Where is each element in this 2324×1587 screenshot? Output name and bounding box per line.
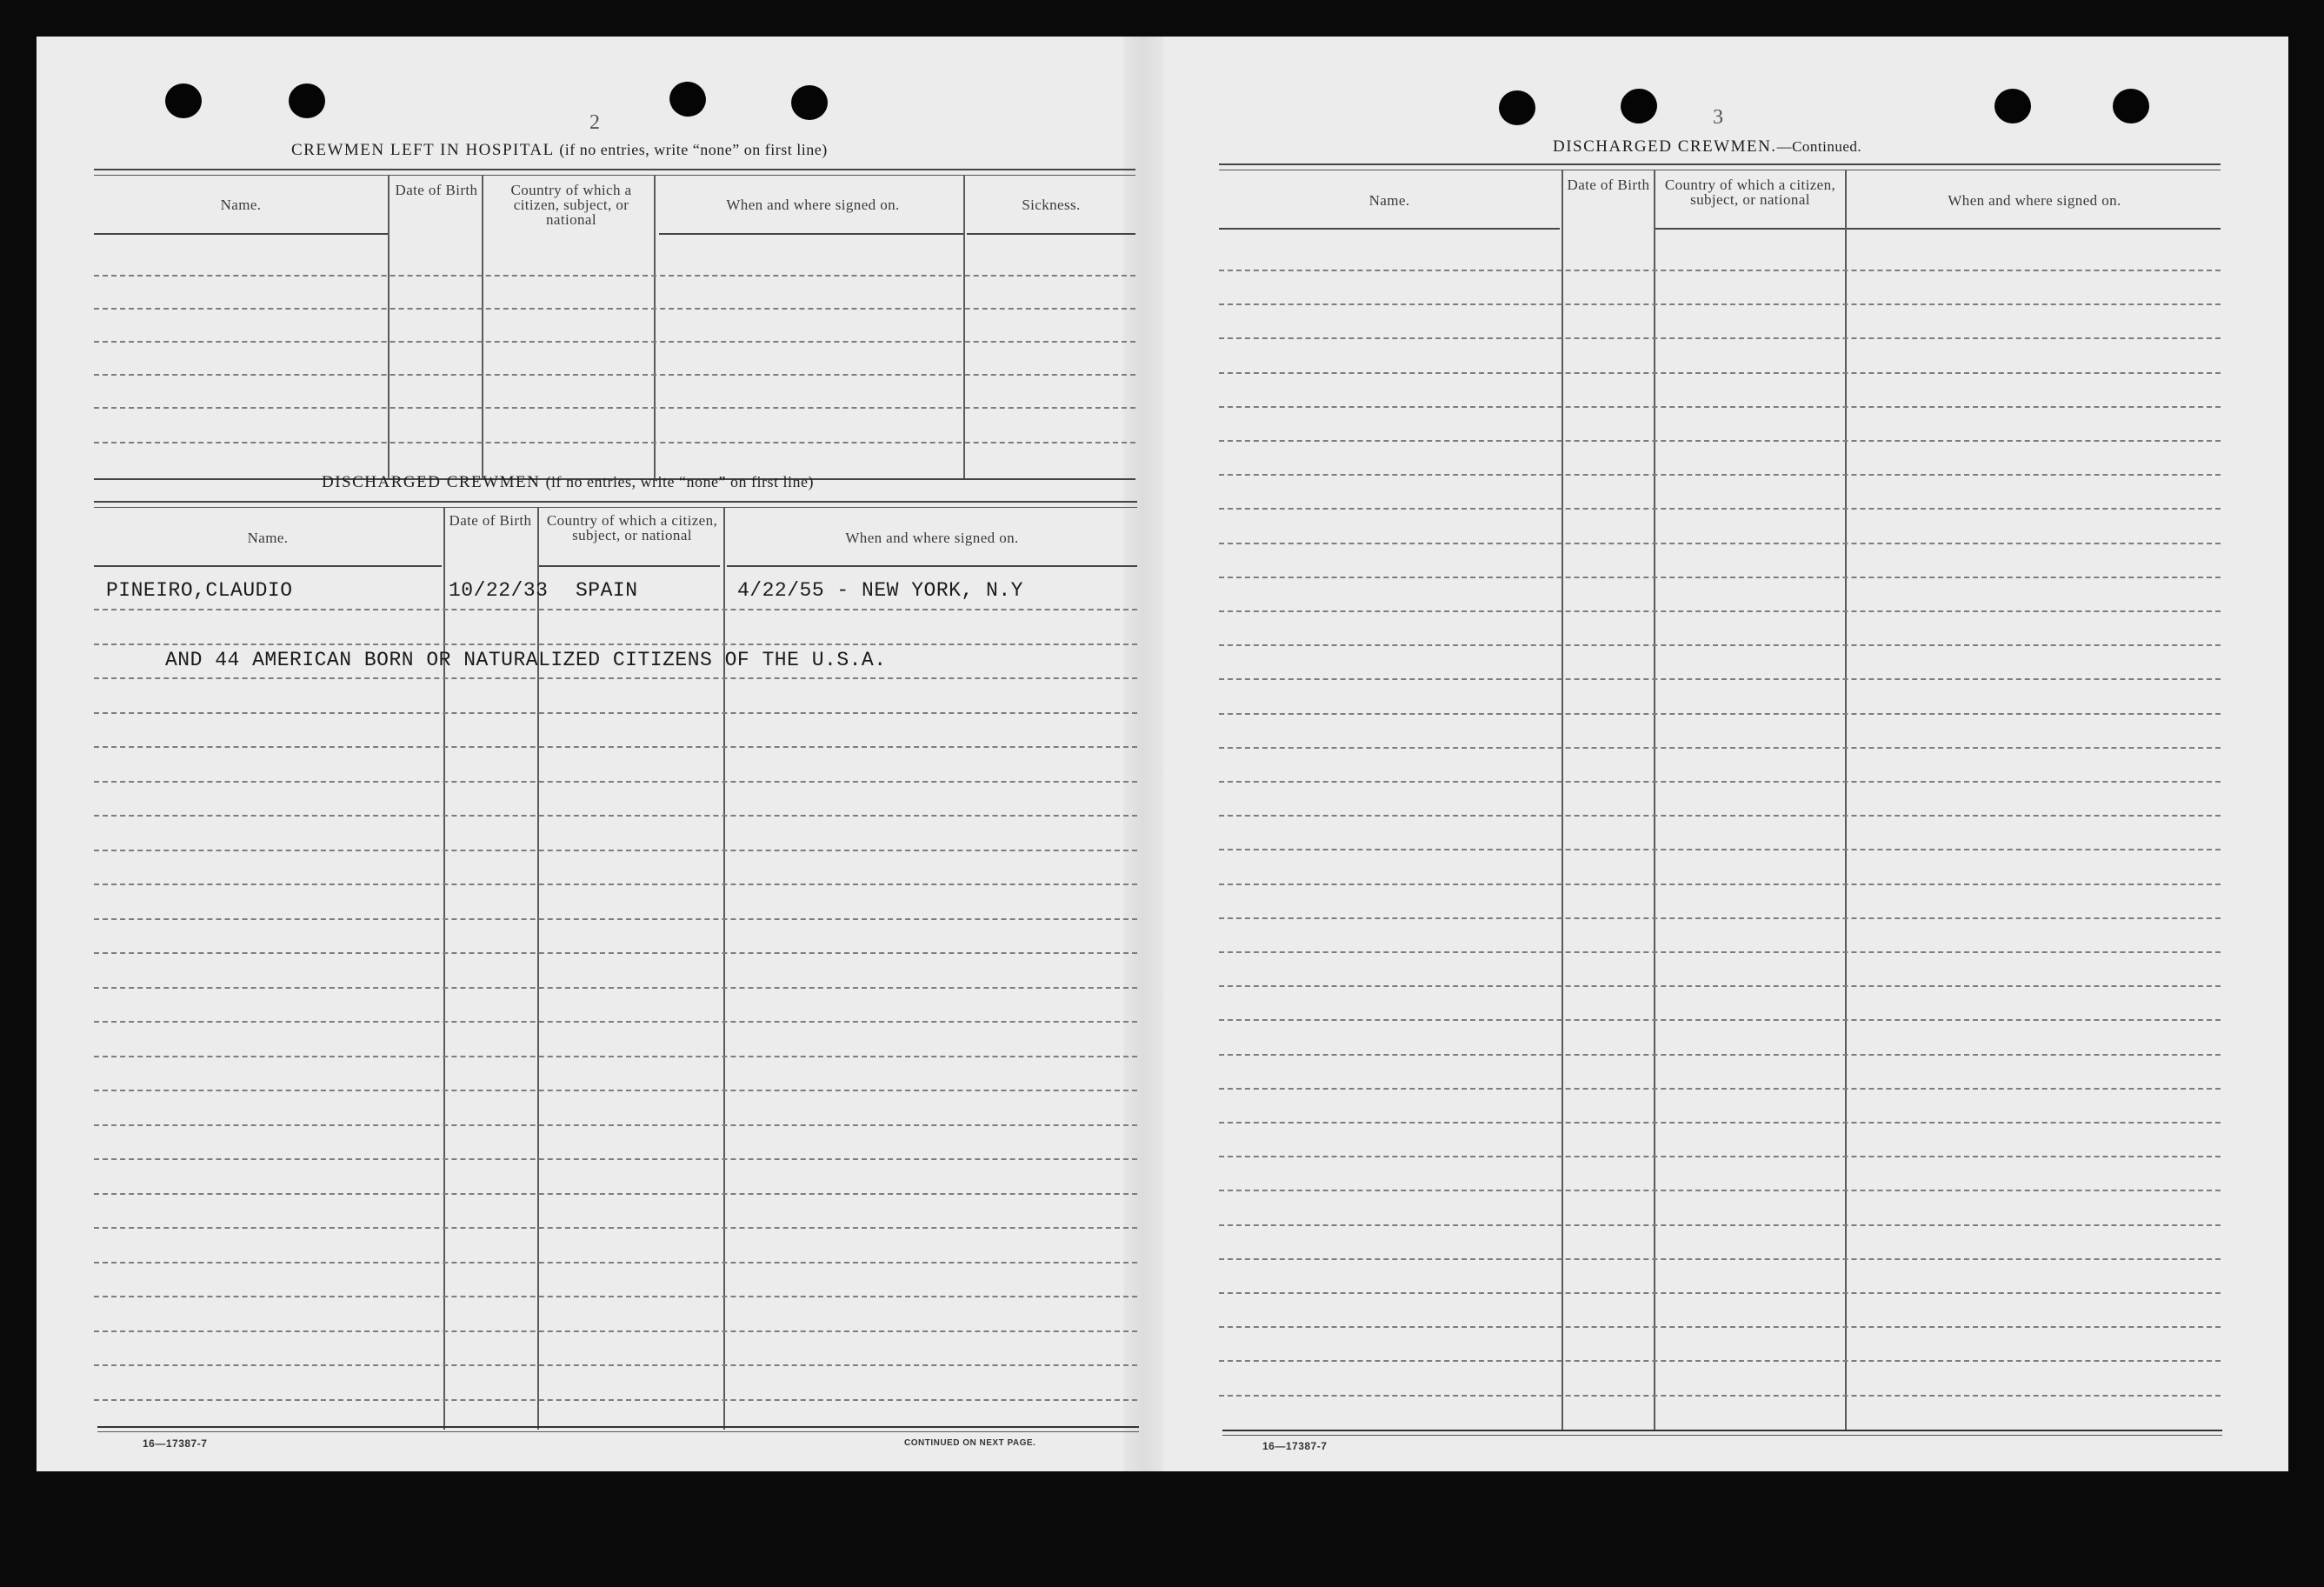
- crewman-dob: 10/22/33: [449, 579, 549, 602]
- entry-line: [94, 850, 1137, 851]
- hospital-col-dob: Date of Birth: [395, 182, 478, 198]
- entry-line: [1219, 508, 2221, 510]
- entry-line: [1219, 884, 2221, 885]
- entry-line: [94, 1330, 1137, 1332]
- hospital-col-name: Name.: [220, 197, 262, 213]
- entry-line: [1219, 1326, 2221, 1328]
- entry-line: [1219, 543, 2221, 544]
- entry-line: [1219, 372, 2221, 374]
- form-number: 16—17387-7: [1262, 1440, 1328, 1452]
- entry-line: [94, 1262, 1137, 1264]
- entry-line: [1219, 337, 2221, 339]
- continued-col-signed: When and where signed on.: [1948, 192, 2121, 209]
- entry-line: [94, 781, 1137, 783]
- hospital-title-note: (if no entries, write “none” on first line): [559, 141, 828, 158]
- hospital-title-text: CREWMEN LEFT IN HOSPITAL: [291, 141, 555, 159]
- discharged-col-signed: When and where signed on.: [845, 530, 1019, 546]
- entry-line: [1219, 1156, 2221, 1157]
- entry-line: [94, 987, 1137, 989]
- punch-hole: [1618, 86, 1660, 127]
- punch-hole: [165, 83, 202, 118]
- entry-line: [1219, 917, 2221, 919]
- discharged-col-name: Name.: [247, 530, 289, 546]
- column-divider: [963, 176, 965, 480]
- entry-line: [1219, 1054, 2221, 1056]
- page-number: 2: [589, 111, 600, 134]
- entry-line: [94, 1296, 1137, 1297]
- header-underline: [1654, 228, 1845, 230]
- discharged-top-rule: [94, 501, 1137, 508]
- column-divider: [482, 176, 483, 480]
- header-underline: [94, 233, 388, 235]
- hospital-section-title: [291, 141, 828, 160]
- discharged-section-title: [322, 473, 814, 492]
- entry-line: [94, 275, 1135, 277]
- entry-line: [1219, 474, 2221, 476]
- entry-line: [1219, 406, 2221, 408]
- entry-line: [94, 746, 1137, 748]
- discharged-col-dob: Date of Birth: [449, 512, 532, 529]
- entry-line: [1219, 951, 2221, 953]
- form-number: 16—17387-7: [143, 1437, 208, 1450]
- crewman-country: SPAIN: [576, 579, 638, 602]
- hospital-col-country: Country of which a citizen, subject, or national: [510, 182, 632, 228]
- entry-line: [94, 341, 1135, 343]
- hospital-col-signed: When and where signed on.: [726, 197, 900, 213]
- entry-line: [94, 374, 1135, 376]
- entry-line: [94, 815, 1137, 817]
- punch-hole: [1994, 89, 2031, 123]
- discharged-col-country: Country of which a citizen, subject, or national: [546, 512, 718, 543]
- continued-col-dob: Date of Birth: [1567, 177, 1650, 193]
- entry-line: [1219, 577, 2221, 578]
- entry-line: [1219, 1122, 2221, 1124]
- entry-line: [1219, 1258, 2221, 1260]
- header-underline: [537, 565, 720, 567]
- column-divider: [1654, 170, 1655, 1431]
- right-page: [1163, 37, 2288, 1471]
- entry-line: [1219, 270, 2221, 271]
- entry-line: [94, 884, 1137, 885]
- column-divider: [723, 508, 725, 1430]
- entry-line: [94, 1056, 1137, 1057]
- entry-line: [94, 952, 1137, 954]
- discharged-title-text: DISCHARGED CREWMEN: [322, 473, 541, 491]
- citizens-remark: AND 44 AMERICAN BORN OR NATURALIZED CITIZENS OF THE U.S.A.: [165, 649, 887, 671]
- entry-line: [94, 1364, 1137, 1366]
- entry-line: [94, 1090, 1137, 1091]
- header-underline: [967, 233, 1135, 235]
- header-underline: [727, 565, 1137, 567]
- continued-note: CONTINUED ON NEXT PAGE.: [904, 1438, 1036, 1448]
- entry-line: [1219, 1088, 2221, 1090]
- entry-line: [1219, 985, 2221, 987]
- punch-hole: [2113, 89, 2149, 123]
- continued-top-rule: [1219, 163, 2221, 170]
- hospital-col-sickness: Sickness.: [1022, 197, 1081, 213]
- hospital-top-rule: [94, 169, 1135, 176]
- entry-line: [1219, 1360, 2221, 1362]
- column-divider: [443, 508, 445, 1430]
- entry-line: [1219, 1395, 2221, 1397]
- continued-col-name: Name.: [1368, 192, 1410, 209]
- entry-line: [94, 308, 1135, 310]
- header-underline: [1219, 228, 1560, 230]
- entry-line: [94, 609, 1137, 610]
- entry-line: [1219, 1292, 2221, 1294]
- entry-line: [1219, 303, 2221, 305]
- header-underline: [1847, 228, 2221, 230]
- page-number: 3: [1713, 106, 1723, 129]
- page-bottom-rule: [97, 1426, 1139, 1432]
- entry-line: [1219, 849, 2221, 850]
- column-divider: [537, 508, 539, 1430]
- entry-line: [94, 1124, 1137, 1126]
- entry-line: [94, 1021, 1137, 1023]
- punch-hole: [666, 77, 710, 121]
- entry-line: [1219, 713, 2221, 715]
- entry-line: [1219, 1019, 2221, 1021]
- entry-line: [1219, 678, 2221, 680]
- entry-line: [94, 442, 1135, 443]
- page-gutter: [1123, 37, 1163, 1471]
- crewman-signed-on: 4/22/55 - NEW YORK, N.Y: [737, 579, 1023, 602]
- column-divider: [388, 176, 390, 480]
- entry-line: [94, 918, 1137, 920]
- entry-line: [1219, 1190, 2221, 1191]
- page-bottom-rule: [1222, 1430, 2222, 1436]
- entry-line: [1219, 815, 2221, 817]
- continued-title-text: DISCHARGED CREWMEN.: [1553, 137, 1777, 156]
- header-underline: [94, 565, 442, 567]
- entry-line: [94, 1193, 1137, 1195]
- punch-hole: [791, 85, 828, 120]
- entry-line: [94, 1227, 1137, 1229]
- column-divider: [1562, 170, 1563, 1431]
- column-divider: [1845, 170, 1847, 1431]
- entry-line: [1219, 440, 2221, 442]
- entry-line: [1219, 781, 2221, 783]
- entry-line: [1219, 747, 2221, 749]
- entry-line: [94, 1158, 1137, 1160]
- punch-hole: [289, 83, 325, 118]
- continued-title-suffix: —Continued.: [1776, 138, 1862, 155]
- continued-col-country: Country of which a citizen, subject, or national: [1664, 177, 1836, 208]
- continued-section-title: [1553, 137, 1861, 157]
- entry-line: [94, 677, 1137, 679]
- entry-line: [94, 712, 1137, 714]
- left-page: [37, 37, 1123, 1471]
- header-underline: [659, 233, 965, 235]
- entry-line: [1219, 610, 2221, 612]
- punch-hole: [1499, 90, 1535, 125]
- crewman-name: PINEIRO,CLAUDIO: [106, 579, 293, 602]
- entry-line: [94, 407, 1135, 409]
- entry-line: [1219, 1224, 2221, 1226]
- entry-line: [94, 1399, 1137, 1401]
- column-divider: [654, 176, 656, 480]
- discharged-title-note: (if no entries, write “none” on first line): [545, 473, 814, 490]
- entry-line: [94, 643, 1137, 645]
- entry-line: [1219, 644, 2221, 646]
